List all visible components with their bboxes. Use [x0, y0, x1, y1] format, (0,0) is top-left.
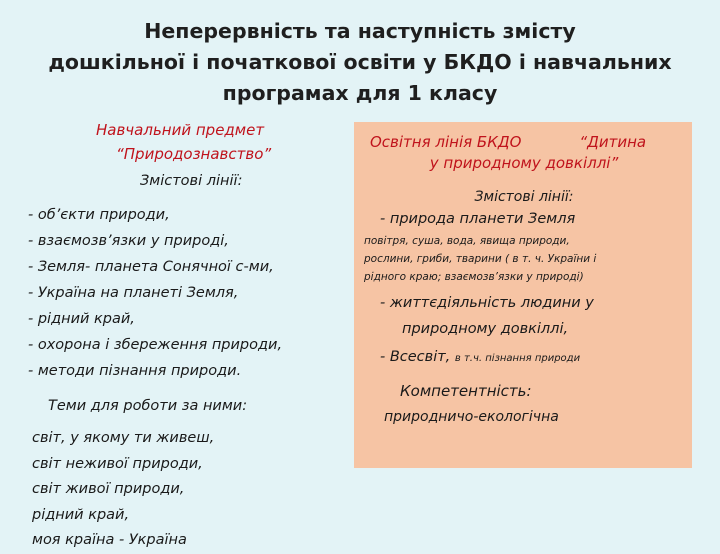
- list-item: [380, 346, 684, 370]
- list-item: - природа планети Земля: [380, 211, 576, 227]
- list-item: світ неживої природи,: [32, 455, 203, 472]
- item-detail: повітря, суша, вода, явища природи,: [364, 235, 570, 247]
- themes-heading: Теми для роботи за ними:: [48, 398, 248, 414]
- content-lines-list: [28, 202, 348, 384]
- title-line-1: Неперервність та наступність змісту: [144, 19, 576, 43]
- educational-line-name-cont: у природному довкіллі”: [429, 154, 619, 172]
- subject-name: Навчальний предмет: [96, 121, 265, 139]
- subject-title: “Природознавство”: [116, 145, 272, 163]
- left-column: [28, 118, 348, 554]
- list-item: - Земля- планета Сонячної с-ми,: [28, 259, 274, 275]
- content-lines-heading: Змістові лінії:: [140, 173, 243, 189]
- title-line-3: програмах для 1 класу: [222, 81, 498, 105]
- competence-heading: Компетентність:: [400, 382, 532, 400]
- list-item: - взаємозв’язки у природі,: [28, 233, 229, 249]
- slide-title: [20, 16, 700, 109]
- panel-heading: [364, 132, 684, 174]
- list-item: - життєдіяльність людини у: [380, 295, 594, 311]
- content-lines-heading: Змістові лінії:: [474, 189, 574, 205]
- educational-line-label: Освітня лінія БКДО: [370, 133, 522, 151]
- item-detail: в т.ч. пізнання природи: [454, 353, 581, 364]
- list-item-text: - Всесвіт,: [380, 349, 455, 365]
- title-line-2: дошкільної і початкової освіти у БКДО і навчальних: [48, 50, 672, 74]
- themes-list: [32, 426, 348, 554]
- competence-value: природничо-екологічна: [384, 409, 559, 425]
- list-item: світ, у якому ти живеш,: [32, 430, 215, 446]
- list-item: - рідний край,: [28, 311, 135, 327]
- list-item: - Україна на планеті Земля,: [28, 285, 239, 301]
- list-item: - об’єкти природи,: [28, 207, 170, 223]
- item-detail: рідного краю; взаємозв’язки у природі): [364, 271, 584, 283]
- educational-line-name: “Дитина: [579, 133, 647, 151]
- list-item: світ живої природи,: [32, 481, 185, 498]
- list-item: - охорона і збереження природи,: [28, 337, 283, 353]
- list-item: - методи пізнання природи.: [28, 363, 242, 379]
- item-detail: рослини, гриби, тварини ( в т. ч. України і: [364, 253, 597, 265]
- list-item: моя країна - Україна: [32, 532, 187, 549]
- list-item-cont: природному довкіллі,: [402, 321, 569, 337]
- bkdo-panel: [354, 122, 692, 468]
- list-item: рідний край,: [32, 506, 130, 523]
